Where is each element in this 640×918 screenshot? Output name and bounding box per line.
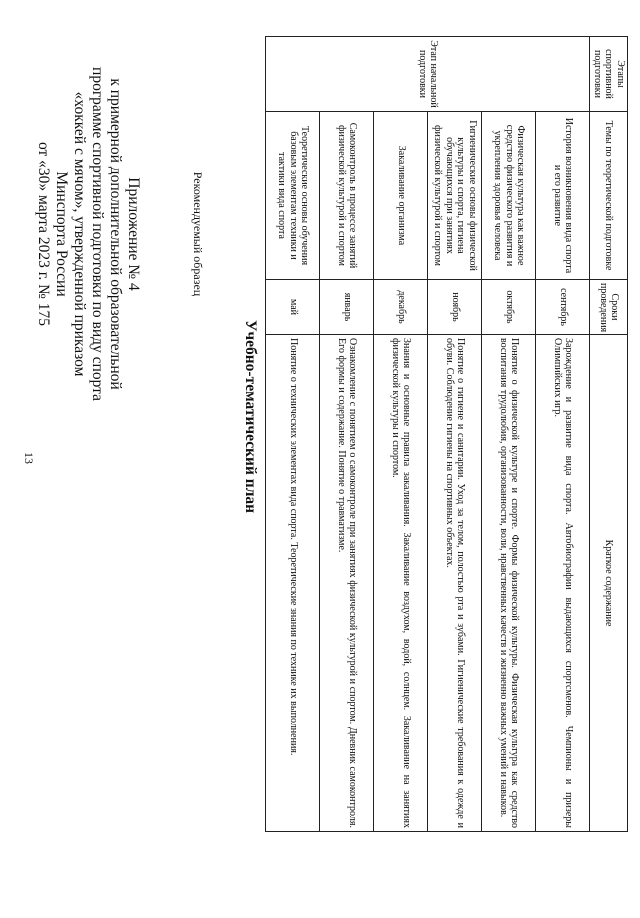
term-cell: сентябрь: [536, 280, 590, 335]
content-cell: Понятие о гигиене и санитарии. Уход за телом, полостью рта и зубами. Гигиенические требования к одежде и обуви. Соблюдение гигиены на спортивных объектах.: [428, 335, 482, 832]
appendix-line: программе спортивной подготовки по виду спорта: [89, 67, 106, 401]
term-cell: январь: [320, 280, 374, 335]
table-row: [266, 37, 320, 832]
topic-cell: Закаливание организма: [374, 112, 428, 280]
sample-label: Рекомендуемый образец: [191, 171, 205, 297]
term-cell: октябрь: [482, 280, 536, 335]
header-term: Сроки проведения: [590, 280, 628, 335]
curriculum-table: [266, 36, 629, 832]
table-row: [320, 37, 374, 832]
appendix-line: Минспорта России: [53, 171, 70, 297]
table-row: [428, 37, 482, 832]
term-cell: май: [266, 280, 320, 335]
content-cell: Ознакомление с понятием о самоконтроле при занятиях физической культурой и спортом. Дневник самоконтроля. Его формы и содержание. Понятие о травматизме.: [320, 335, 374, 832]
table-row: [374, 37, 428, 832]
table-header-row: [590, 37, 628, 832]
appendix-line: от «30» марта 2023 г. № 175: [35, 141, 52, 327]
appendix-header: [34, 58, 142, 410]
appendix-line: к примерной дополнительной образовательной: [107, 78, 124, 390]
term-cell: ноябрь: [428, 280, 482, 335]
topic-cell: Теоретические основы обучения базовым элементам техники и тактики вида спорта: [266, 112, 320, 280]
topic-cell: История возникновения вида спорта и его развитие: [536, 112, 590, 280]
content-cell: Понятие о физической культуре и спорте. Формы физической культуры. Физическая культура как средство воспитания трудолюбия, организованности, воли, нравственных качеств и жизненно важных умений и навыков.: [482, 335, 536, 832]
term-cell: декабрь: [374, 280, 428, 335]
appendix-line: «хоккей с мячом», утвержденной приказом: [71, 91, 88, 377]
appendix-line: Приложение № 4: [125, 177, 142, 291]
table-row: [482, 37, 536, 832]
page-number: 13: [22, 452, 36, 464]
content-cell: Понятие о технических элементах вида спорта. Теоретические знания по технике их выполнения.: [266, 335, 320, 832]
stage-cell: Этап начальной подготовки: [266, 37, 590, 112]
topic-cell: Гигиенические основы физической культуры и спорта, гигиена обучающихся при занятиях физической культурой и спортом: [428, 112, 482, 280]
header-content: Краткое содержание: [590, 335, 628, 832]
table-row: [536, 37, 590, 832]
content-cell: Знания и основные правила закаливания. Закаливание воздухом, водой, солнцем. Закаливание на занятиях физической культуры и спортом.: [374, 335, 428, 832]
content-cell: Зарождение и развитие вида спорта. Автобиографии выдающихся спортсменов. Чемпионы и призеры Олимпийских игр.: [536, 335, 590, 832]
header-stage: Этапы спортивной подготовки: [590, 37, 628, 112]
header-topic: Темы по теоретической подготовке: [590, 112, 628, 280]
table-title: Учебно-тематический план: [242, 320, 259, 514]
topic-cell: Физическая культура как важное средство физического развития и укрепления здоровья человека: [482, 112, 536, 280]
topic-cell: Самоконтроль в процессе занятий физической культурой и спортом: [320, 112, 374, 280]
